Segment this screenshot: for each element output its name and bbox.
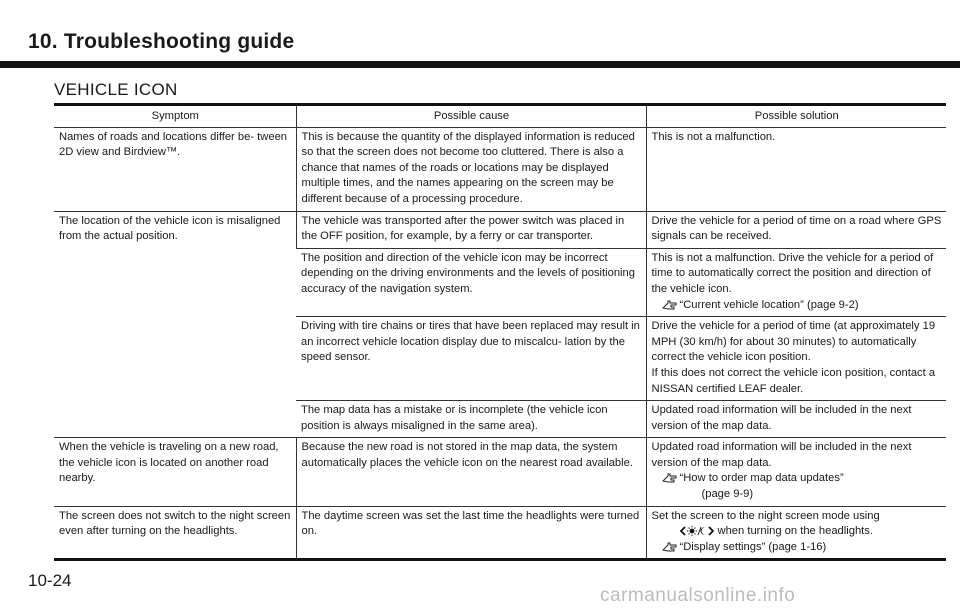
table-row [54,438,946,506]
solution-cell: Updated road information will be included in the next version of the map data. [646,401,946,438]
solution-cell: This is not a malfunction. [646,127,946,211]
solution-cell [646,506,946,560]
cross-reference-link[interactable] [652,471,945,487]
solution-text: Set the screen to the night screen mode using [651,509,880,522]
cross-reference-text: “How to order map data updates” [679,472,844,485]
cause-cell: The position and direction of the vehicle icon may be incorrect depending on the driving environments and the levels of positioning accuracy of the navigation system. [296,248,646,316]
column-header-solution: Possible solution [646,105,946,128]
symptom-cell: When the vehicle is traveling on a new road, the vehicle icon is located on another road nearby. [54,438,296,506]
cross-reference-link[interactable] [652,298,945,314]
cross-reference-text: “Display settings” (page 1-16) [679,540,827,553]
cause-cell: The daytime screen was set the last time the headlights were turned on. [296,506,646,560]
solution-cell [646,317,946,401]
symptom-cell: The location of the vehicle icon is misaligned from the actual position. [54,211,296,438]
cause-cell: This is because the quantity of the displayed information is reduced so that the screen does not become too cluttered. There is also a chance that names of the roads or locations may be displayed multiple times, and the names appearing on the screen may be different because of a processing procedure. [296,127,646,211]
header-rule [0,61,960,68]
column-header-symptom: Symptom [151,110,199,122]
symptom-cell: The screen does not switch to the night screen even after turning on the headlights. [54,506,296,560]
chapter-title: 10. Troubleshooting guide [28,30,295,53]
table-row [54,506,946,560]
cause-cell: The map data has a mistake or is incomplete (the vehicle icon position is always misaligned in the same area). [296,401,646,438]
solution-text: Drive the vehicle for a period of time (at approximately 19 MPH (30 km/h) for about 30 minutes) to automatically correct the vehicle icon position. [651,320,936,364]
column-header-cause: Possible cause [296,105,646,128]
solution-text: Updated road information will be included in the next version of the map data. [651,441,912,469]
cause-cell: The vehicle was transported after the power switch was placed in the OFF position, for example, by a ferry or car transporter. [296,211,646,248]
symptom-cell: Names of roads and locations differ be- tween 2D view and Birdview™. [54,127,296,211]
cross-reference-link[interactable] [652,540,945,556]
cross-reference-page: (page 9-9) [701,488,754,501]
table-row [54,127,946,211]
page-number: 10-24 [28,571,72,590]
table-row [54,211,946,248]
cause-cell: Because the new road is not stored in the map data, the system automatically places the vehicle icon on the nearest road available. [296,438,646,506]
solution-text: This is not a malfunction. Drive the vehicle for a period of time to automatically correct the position and direction of the vehicle icon. [651,251,934,295]
reference-hand-icon [662,472,678,484]
reference-hand-icon [662,299,678,311]
reference-hand-icon [662,541,678,553]
solution-cell [646,438,946,506]
table-header-row [54,105,946,128]
solution-text-after-icon: when turning on the headlights. [717,525,873,538]
cause-cell: Driving with tire chains or tires that have been replaced may result in an incorrect vehicle location display due to miscalcu- lation by the speed sensor. [296,317,646,401]
section-title: VEHICLE ICON [54,80,178,99]
solution-cell: Drive the vehicle for a period of time on a road where GPS signals can be received. [646,211,946,248]
troubleshooting-table [54,103,946,561]
solution-cell [646,248,946,316]
day-night-switch-icon [680,525,714,537]
solution-text-with-icon [652,524,945,540]
solution-text-2: If this does not correct the vehicle icon position, contact a NISSAN certified LEAF dealer. [651,366,936,395]
watermark: carmanualsonline.info [600,585,796,606]
cross-reference-text: “Current vehicle location” (page 9-2) [679,298,859,311]
